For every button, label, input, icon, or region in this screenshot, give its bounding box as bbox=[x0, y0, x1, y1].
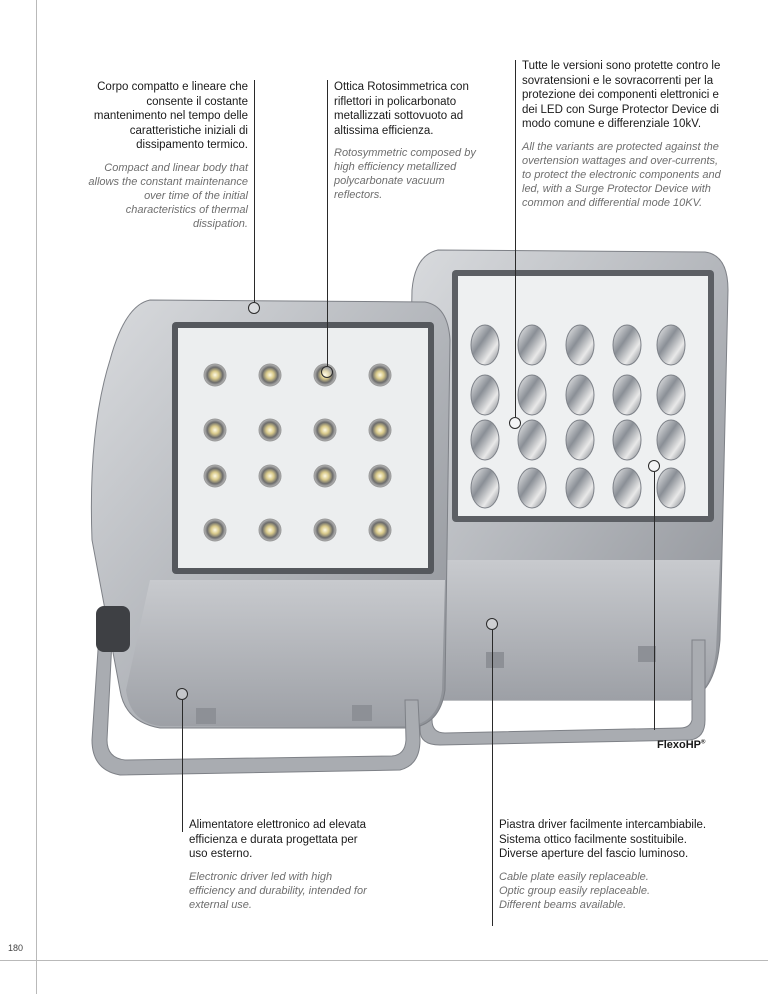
led-lens bbox=[314, 465, 336, 487]
callout-marker-beams bbox=[648, 460, 660, 472]
reflector-cup bbox=[613, 420, 641, 460]
reflector-cup bbox=[613, 325, 641, 365]
callout-protection-text bbox=[522, 59, 722, 210]
led-lens bbox=[204, 419, 226, 441]
reflector-cup bbox=[471, 468, 499, 508]
callout-marker-plate bbox=[486, 618, 498, 630]
callout-body-text bbox=[82, 80, 248, 231]
callout-optics-text bbox=[334, 80, 484, 202]
led-lens bbox=[314, 519, 336, 541]
led-lens bbox=[314, 419, 336, 441]
reflector-cup bbox=[657, 468, 685, 508]
led-lens bbox=[369, 419, 391, 441]
plate-en-line-3: Different beams available. bbox=[499, 898, 627, 911]
reflector-cup bbox=[518, 468, 546, 508]
reflector-cup bbox=[657, 375, 685, 415]
led-lens bbox=[369, 364, 391, 386]
led-lens bbox=[369, 465, 391, 487]
reflector-cup bbox=[471, 420, 499, 460]
callout-body-english: Compact and linear body that allows the constant maintenance over time of the initial characteristics of thermal dissipation. bbox=[88, 161, 248, 230]
led-lens bbox=[259, 519, 281, 541]
callout-plate-text bbox=[499, 818, 739, 912]
callout-driver-english: Electronic driver led with high efficiency and durability, intended for external use. bbox=[189, 870, 367, 911]
plate-it-line-1: Piastra driver facilmente intercambiabile. bbox=[499, 819, 707, 831]
reflector-cup bbox=[657, 420, 685, 460]
callout-line-optics bbox=[327, 80, 328, 366]
page-number: 180 bbox=[8, 943, 24, 953]
plate-en-line-1: Cable plate easily replaceable. bbox=[499, 870, 649, 883]
callout-marker-driver bbox=[176, 688, 188, 700]
callout-protection-english: All the variants are protected against the overtension wattages and over-currents, to protect the electronic components and led, with a Surge Protector Device with common and differential mode 10KV. bbox=[522, 140, 721, 209]
callout-line-body bbox=[254, 80, 255, 302]
led-lens bbox=[259, 419, 281, 441]
callout-line-driver bbox=[182, 700, 183, 832]
callout-plate-italian bbox=[499, 818, 739, 862]
callout-driver-italian: Alimentatore elettronico ad elevata efficienza e durata progettata per uso esterno. bbox=[189, 819, 367, 860]
led-lens bbox=[204, 519, 226, 541]
plate-it-line-2: Sistema ottico facilmente sostituibile. bbox=[499, 833, 687, 846]
reflector-cup bbox=[566, 420, 594, 460]
led-lens bbox=[259, 364, 281, 386]
callout-driver-text bbox=[189, 818, 369, 912]
reflector-cup bbox=[471, 375, 499, 415]
callout-line-beams bbox=[654, 472, 655, 730]
callout-line-plate bbox=[492, 630, 493, 926]
reflector-cup bbox=[566, 468, 594, 508]
reflector-cup bbox=[518, 375, 546, 415]
callout-protection-italian: Tutte le versioni sono protette contro le sovratensioni e le sovracorrenti per la protezione dei componenti elettronici e dei LED con Surge Protector Device di modo comune e differenziale 10kV. bbox=[522, 60, 721, 130]
callout-optics-english: Rotosymmetric composed by high efficiency metallized polycarbonate vacuum reflectors. bbox=[334, 147, 476, 201]
callout-plate-english bbox=[499, 870, 739, 912]
callout-body-italian: Corpo compatto e lineare che consente il costante mantenimento nel tempo delle caratteristiche iniziali di dissipamento termico. bbox=[93, 81, 248, 151]
callout-marker-protection bbox=[509, 417, 521, 429]
reflector-cup bbox=[657, 325, 685, 365]
callout-line-protection bbox=[515, 60, 516, 417]
reflector-cup bbox=[518, 420, 546, 460]
product-name: FlexoHP® bbox=[657, 739, 706, 751]
led-lens bbox=[204, 364, 226, 386]
reflector-cup bbox=[613, 468, 641, 508]
reflector-cup bbox=[471, 325, 499, 365]
reflector-cup bbox=[613, 375, 641, 415]
callout-marker-optics bbox=[321, 366, 333, 378]
reflector-cup bbox=[518, 325, 546, 365]
led-lens bbox=[369, 519, 391, 541]
led-lens bbox=[259, 465, 281, 487]
callout-marker-body bbox=[248, 302, 260, 314]
led-lens bbox=[204, 465, 226, 487]
reflector-cup bbox=[566, 325, 594, 365]
callout-optics-italian: Ottica Rotosimmetrica con riflettori in policarbonato metallizzati sottovuoto ad altissima efficienza. bbox=[334, 81, 469, 137]
plate-en-line-2: Optic group easily replaceable. bbox=[499, 884, 651, 897]
plate-it-line-3: Diverse aperture del fascio luminoso. bbox=[499, 848, 689, 860]
reflector-cup bbox=[566, 375, 594, 415]
